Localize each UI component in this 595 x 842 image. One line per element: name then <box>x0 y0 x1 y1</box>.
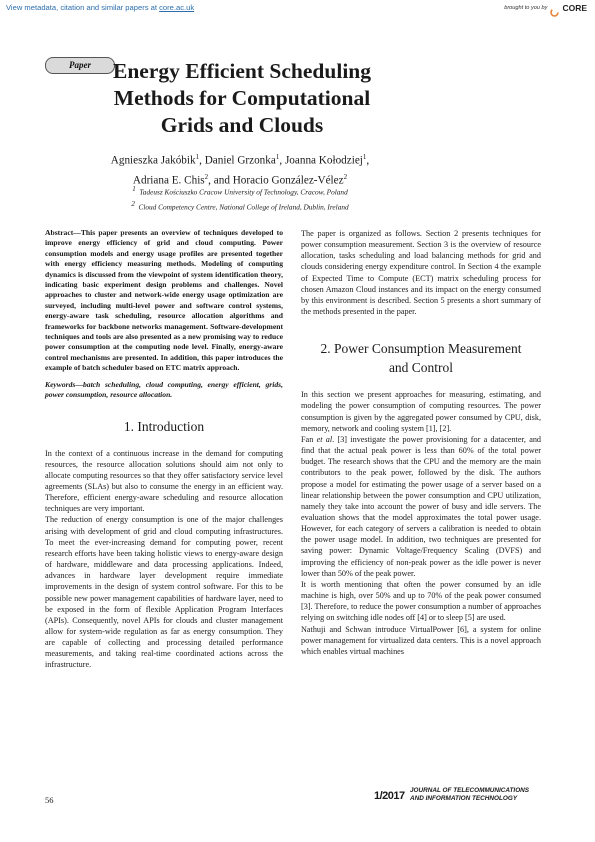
core-logo-icon <box>550 4 559 13</box>
author-name: Adriana E. Chis <box>132 174 205 187</box>
issue-number: 1/2017 <box>374 790 405 802</box>
paragraph: Fan et al. [3] investigate the power provisioning for a datacenter, and find that the actual peak power is less than 60% of the total power budget. The research shows that the CPU and the memory are the main contributors to the peak power, followed by the disk. The authors propose a model for estimating the power usage of a server based on a linear relationship between the power consumption and CPU utilization, namely they take into account the power of busy and idle servers. The evaluation shows that the model approximates the total power usage. However, for each category of servers a calibration is needed to obtain the power usage model. In addition, two techniques are presented for saving power: Dynamic Voltage/Frequency Scaling (DVFS) and improving the efficiency of non-peak power as the idle power is never lower than 50% of the peak power. <box>301 434 542 578</box>
affiliation-1: $^1$ Tadeusz Kościuszko Cracow University of Technology, Cracow, Poland <box>132 185 348 197</box>
keywords: Keywords—batch scheduling, cloud computing, energy efficient, grids, power consumption, resource allocation. <box>45 379 283 400</box>
author-name: Horacio González-Vélez <box>232 174 344 187</box>
section-2-title: 2. Power Consumption Measurement and Control <box>320 341 522 376</box>
paragraph: Nathuji and Schwan introduce VirtualPower [6], a system for online power management for virtualized data centers. This is a novel approach which enables virtual machines <box>301 624 541 656</box>
author-name: Daniel Grzonka <box>204 154 276 167</box>
section-1-title: 1. Introduction <box>123 418 205 434</box>
core-branding[interactable] <box>504 3 587 13</box>
core-text: CORE <box>562 3 587 13</box>
core-metadata-link[interactable] <box>6 3 194 12</box>
paper-title: Energy Efficient Scheduling Methods for Computational Grids and Clouds <box>112 59 371 137</box>
author-name: Agnieszka Jakóbik <box>110 154 196 167</box>
paragraph: In the context of a continuous increase in the demand for computing resources, the resource allocation solutions should aim not only to allocate computing resources so that they offer satisfactory service level agreements (SLAs) but also to consume the energy in an efficient way. Therefore, efficient energy-aware scheduling and resource allocation techniques are very important. <box>45 448 283 514</box>
core-link[interactable]: core.ac.uk <box>159 3 195 12</box>
paragraph: The paper is organized as follows. Section 2 presents techniques for power consumption measurement. Section 3 is the overview of resource allocation, tasks scheduling and load balancing methods for grid and clouds considering energy expenditure control. In Section 4 the example of Expected Time to Compute (ECT) matrix scheduling process for chosen Amazon Cloud instances and its impact on the energy consumed by this environment is described. Section 5 presents a short summary of the methods presented in the paper. <box>301 229 541 317</box>
paragraph: It is worth mentioning that often the power consumed by an idle machine is high, over 50% and up to 70% of the peak power consumed [3]. Therefore, to reduce the power consumption a number of approaches relying on switching idle nodes off [4] or to sleep [5] are used. <box>301 579 541 623</box>
left-column <box>45 228 283 671</box>
affiliation-2: $^2$ Cloud Competency Centre, National College of Ireland, Dublin, Ireland <box>131 200 349 212</box>
page-number: 56 <box>45 795 54 805</box>
right-column <box>301 228 541 657</box>
author-list: Agnieszka Jakóbik$^1$, Daniel Grzonka$^1$, Joanna Kołodziej$^1$, Adriana E. Chis$^2$, and Horacio González-Vélez$^2$ <box>110 153 370 187</box>
paragraph: In this section we present approaches for measuring, estimating, and modeling the power consumption of computing resources. The power consumption is given by the aggregated power consumed by CPU, disk, memory, network and cooling system [1], [2]. <box>301 390 541 433</box>
author-name: Joanna Kołodziej <box>284 154 363 167</box>
paragraph: The reduction of energy consumption is one of the major challenges arising with development of grid and cloud computing infrastructures. To meet the ever-increasing demand for computing power, recent research efforts have been taking holistic views to energy-aware design of hardware, middleware and data processing applications. Indeed, advances in hardware layer development require immediate improvements in the design of system control software. For this to be possible new power management capabilities of hardware layer, need to be exposed in the form of flexible Application Program Interfaces (APIs). Consequently, novel APIs for clouds and cluster management allow for system-wide regulation as far as energy consumption. They are capable of collecting and processing detailed performance measurements, and taking real-time coordinated actions across the infrastructure. <box>45 515 283 670</box>
affiliations <box>60 183 420 214</box>
article-type-badge: Paper <box>45 57 115 74</box>
journal-name: JOURNAL OF TELECOMMUNICATIONS AND INFORMATION TECHNOLOGY <box>410 787 530 802</box>
brought-by-text: brought to you by <box>504 5 548 11</box>
abstract: Abstract—This paper presents an overview of techniques developed to improve energy efficiency of grid and cloud computing. Power consumption models and energy usage profiles are presented together with energy efficiency measuring methods. Modeling of computing dynamics is discussed from the viewpoint of system identification theory, indicating basic experiment design problems and challenges. Novel approaches to cluster and network-wide energy usage optimization are surveyed, including multi-level power and software control systems, energy-aware task scheduling, resource allocation algorithms and frameworks for backbone networks management. Software-development techniques and tools are also presented as a new promising way to reduce power consumption at the computing node level. Finally, energy-aware control mechanisms are presented. In addition, this paper introduces the example of batch scheduler based on ETC matrix approach. <box>45 228 283 373</box>
metadata-text: View metadata, citation and similar papers at <box>6 3 160 12</box>
